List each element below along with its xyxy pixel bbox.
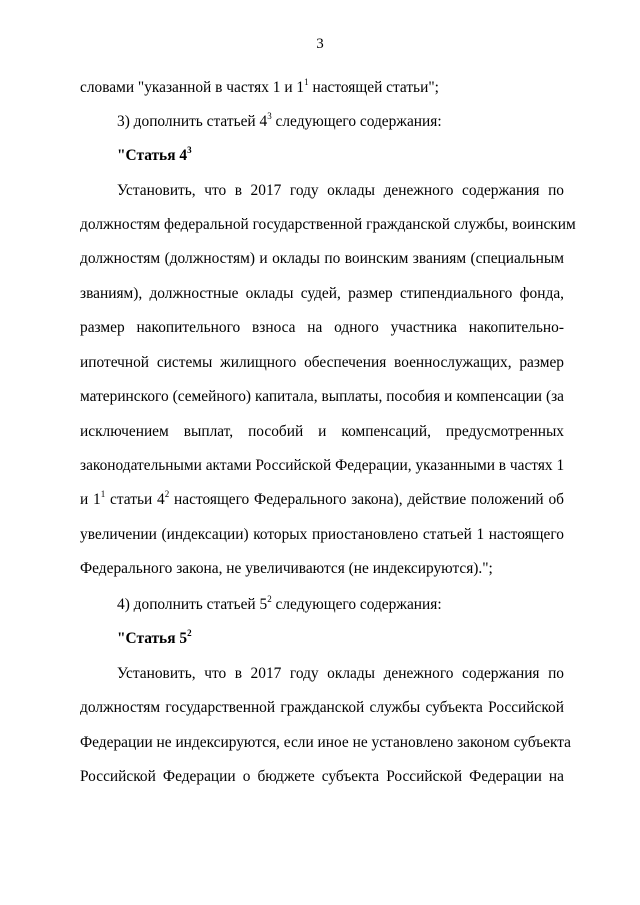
text-line: ипотечной системы жилищного обеспечения военнослужащих, размер [80,354,564,371]
page-number: 3 [316,36,324,52]
text-line: Установить, что в 2017 году оклады денежного содержания по [117,665,564,682]
text-line: увеличении (индексации) которых приостановлено статьей 1 настоящего [80,526,564,543]
text-line: званиям), должностные оклады судей, размер стипендиального фонда, [80,285,564,302]
text-line: 3) дополнить статьей $4^3$ следующего содержания: [117,111,442,130]
text-line: словами "указанной в частях 1 и $1^1$ настоящей статьи"; [80,77,439,96]
text-line: Федерации не индексируются, если иное не установлено законом субъекта [80,734,571,751]
text-line: размер накопительного взноса на одного участника накопительно- [80,319,564,336]
article-heading: "Статья $5^2$ [117,628,192,647]
text-line: законодательными актами Российской Федерации, указанными в частях 1 [80,457,565,474]
text-line: Установить, что в 2017 году оклады денежного содержания по [117,182,564,199]
text-line: Российской Федерации о бюджете субъекта Российской Федерации на [80,768,564,785]
text-line: материнского (семейного) капитала, выплаты, пособия и компенсации (за [80,388,564,405]
text-line: 4) дополнить статьей $5^2$ следующего содержания: [117,594,442,613]
text-line: должностям федеральной государственной гражданской службы, воинским [80,216,576,233]
text-line: исключением выплат, пособий и компенсаций, предусмотренных [80,423,564,440]
text-line: и $1^1$ статьи $4^2$ настоящего Федерального закона), действие положений об [80,489,565,508]
text-line: должностям государственной гражданской службы субъекта Российской [80,699,564,716]
article-heading: "Статья $4^3$ [117,145,192,164]
text-line: Федерального закона, не увеличиваются (не индексируются)."; [80,560,493,577]
text-line: должностям (должностям) и оклады по воинским званиям (специальным [80,250,564,267]
